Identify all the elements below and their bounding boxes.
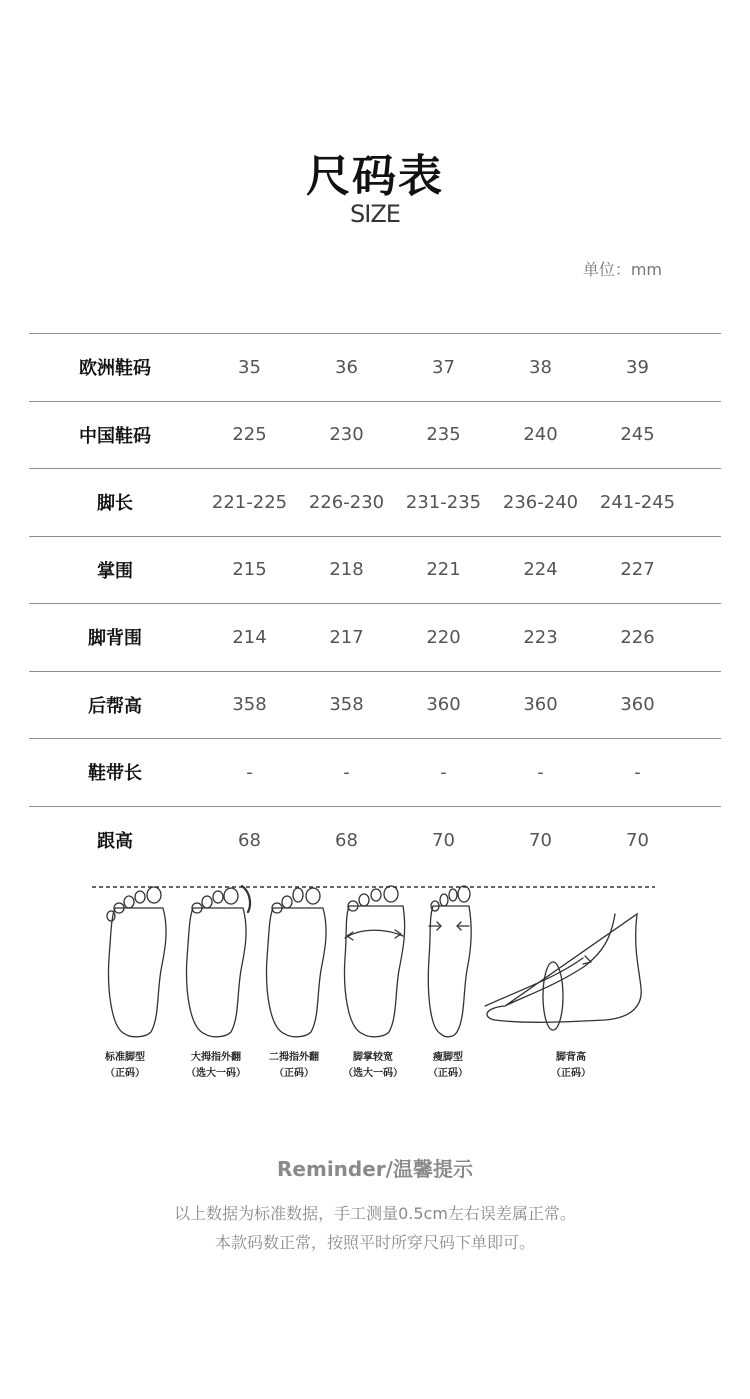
row-label: 跟高 bbox=[97, 831, 133, 853]
table-cell: 36 bbox=[335, 356, 358, 378]
row-label: 后帮高 bbox=[88, 695, 142, 717]
table-cell: - bbox=[537, 761, 544, 783]
table-cell: 235 bbox=[426, 424, 461, 446]
table-cell: 358 bbox=[329, 694, 364, 716]
table-cell: 224 bbox=[523, 559, 558, 581]
table-cell: - bbox=[440, 761, 447, 783]
table-cell: 227 bbox=[620, 559, 655, 581]
row-label: 掌围 bbox=[97, 560, 133, 582]
table-cell: 241-245 bbox=[599, 491, 676, 513]
unit-label: 单位：mm bbox=[582, 260, 662, 279]
table-cell: 39 bbox=[626, 356, 649, 378]
foot-outlines-drawing bbox=[85, 878, 660, 1048]
table-cell: 226 bbox=[620, 626, 655, 648]
high-instep-foot-icon bbox=[485, 914, 641, 1030]
reminder-line-1: 以上数据为标准数据，手工测量0.5cm左右误差属正常。 bbox=[174, 1204, 576, 1223]
table-cell: 226-230 bbox=[308, 491, 385, 513]
table-cell: 245 bbox=[620, 424, 655, 446]
wide-foot-icon bbox=[345, 886, 405, 1037]
table-cell: - bbox=[246, 761, 253, 783]
table-row-ball-girth bbox=[29, 537, 721, 605]
page-subtitle: SIZE bbox=[350, 200, 400, 228]
reminder-title: Reminder/温馨提示 bbox=[277, 1157, 473, 1181]
table-row-heel-height bbox=[29, 807, 721, 875]
table-cell: 221-225 bbox=[211, 491, 288, 513]
foot-type-illustration bbox=[85, 878, 660, 1088]
table-cell: 360 bbox=[523, 694, 558, 716]
table-cell: 221 bbox=[426, 559, 461, 581]
table-cell: 70 bbox=[529, 829, 552, 851]
table-cell: 68 bbox=[238, 829, 261, 851]
table-cell: 360 bbox=[426, 694, 461, 716]
size-table bbox=[29, 333, 721, 874]
foot-caption-bunion: 大拇指外翻 （选大一码） bbox=[186, 1052, 246, 1079]
table-cell: - bbox=[343, 761, 350, 783]
table-cell: 218 bbox=[329, 559, 364, 581]
table-cell: 223 bbox=[523, 626, 558, 648]
table-row-cn-size bbox=[29, 402, 721, 470]
standard-foot-icon bbox=[107, 887, 166, 1037]
table-cell: 240 bbox=[523, 424, 558, 446]
table-row-lace-length bbox=[29, 739, 721, 807]
table-cell: 70 bbox=[626, 829, 649, 851]
table-cell: 358 bbox=[232, 694, 267, 716]
table-cell: 220 bbox=[426, 626, 461, 648]
table-cell: 68 bbox=[335, 829, 358, 851]
table-cell: 236-240 bbox=[502, 491, 579, 513]
row-label: 鞋带长 bbox=[88, 763, 142, 785]
table-cell: 38 bbox=[529, 356, 552, 378]
table-cell: 360 bbox=[620, 694, 655, 716]
row-label: 欧洲鞋码 bbox=[79, 358, 151, 380]
table-cell: 35 bbox=[238, 356, 261, 378]
table-cell: 214 bbox=[232, 626, 267, 648]
table-cell: 70 bbox=[432, 829, 455, 851]
bunion-foot-icon bbox=[187, 886, 250, 1037]
slim-foot-icon bbox=[428, 886, 471, 1037]
table-cell: 230 bbox=[329, 424, 364, 446]
second-toe-foot-icon bbox=[267, 888, 327, 1037]
table-row-foot-length bbox=[29, 469, 721, 537]
row-label: 脚背围 bbox=[88, 628, 142, 650]
foot-caption-wide: 脚掌较宽 （选大一码） bbox=[343, 1052, 403, 1079]
page-title: 尺码表 bbox=[306, 151, 444, 202]
foot-caption-standard: 标准脚型 （正码） bbox=[105, 1052, 145, 1079]
table-cell: 215 bbox=[232, 559, 267, 581]
foot-caption-slim: 瘦脚型 （正码） bbox=[428, 1052, 468, 1079]
row-label: 脚长 bbox=[97, 493, 133, 515]
table-row-instep-girth bbox=[29, 604, 721, 672]
table-cell: 37 bbox=[432, 356, 455, 378]
foot-caption-high-instep: 脚背高 （正码） bbox=[551, 1052, 591, 1079]
table-cell: 225 bbox=[232, 424, 267, 446]
table-cell: 217 bbox=[329, 626, 364, 648]
reminder-line-2: 本款码数正常，按照平时所穿尺码下单即可。 bbox=[214, 1233, 535, 1252]
table-row-shaft-height bbox=[29, 672, 721, 740]
foot-caption-second-toe: 二拇指外翻 （正码） bbox=[269, 1052, 319, 1079]
row-label: 中国鞋码 bbox=[79, 425, 151, 447]
table-cell: - bbox=[634, 761, 641, 783]
table-row-eu-size bbox=[29, 334, 721, 402]
table-cell: 231-235 bbox=[405, 491, 482, 513]
